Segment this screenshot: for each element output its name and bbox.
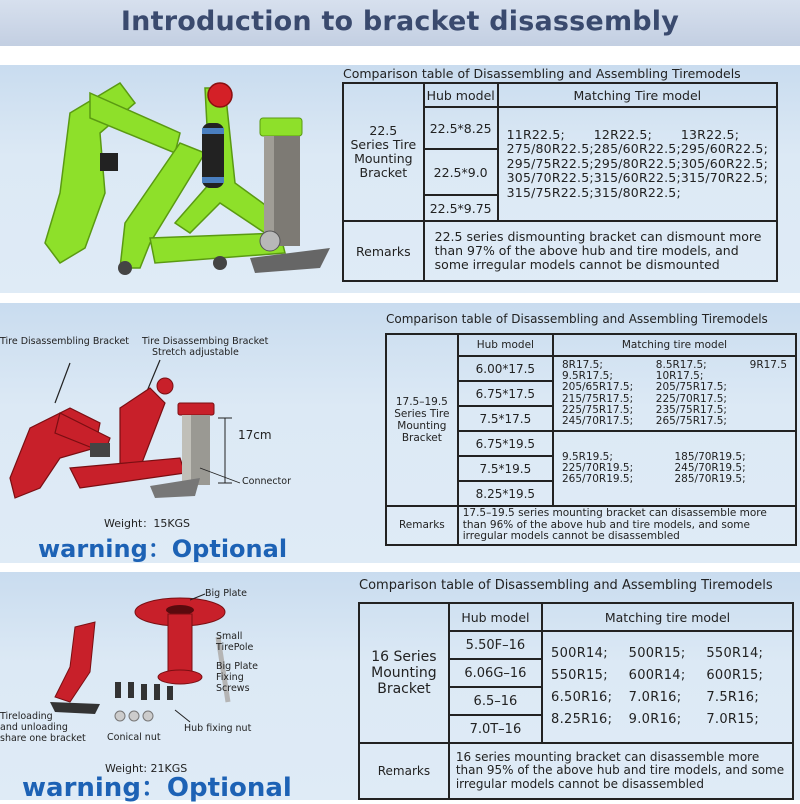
tire-model: 245/70R19.5;: [674, 461, 746, 474]
hub-cell: 6.5–16: [449, 687, 542, 715]
series-label: 22.5 Series Tire Mounting Bracket: [350, 123, 417, 180]
tire-model: [750, 371, 787, 382]
tire-model: 10R17.5;: [655, 369, 704, 382]
tire-list: [562, 360, 787, 428]
tire-header: Matching tire model: [542, 603, 793, 631]
series-label: 16 Series Mounting Bracket: [371, 649, 437, 697]
tire-list: [507, 128, 768, 201]
fixing-screws-label-1: Big Plate: [216, 661, 258, 672]
series-cell: [386, 334, 458, 506]
weight-label: Weight: 21KGS: [105, 762, 188, 775]
tire-list: [551, 643, 784, 731]
adjustable-label-2: Stretch adjustable: [152, 347, 239, 358]
tire-model-table: [342, 82, 778, 282]
hub-cell: 6.06G–16: [449, 659, 542, 687]
tire-model: 6.50R16;: [551, 690, 613, 705]
table-title: Comparison table of Disassembling and Assembling Tiremodels: [386, 312, 768, 326]
hub-cell: 6.75*19.5: [458, 431, 553, 456]
tire-model: 275/80R22.5;: [506, 141, 594, 157]
tire-model: 7.5R16;: [706, 690, 760, 705]
tire-model: 9.5R17.5;: [561, 369, 613, 382]
tire-list-cell-17-5: [553, 356, 796, 431]
tire-model: 295/60R22.5;: [680, 141, 768, 157]
tire-model: 285/70R19.5;: [674, 473, 746, 486]
section-16: [0, 572, 800, 803]
tire-model: 500R15;: [628, 646, 686, 661]
tire-model-table: [385, 333, 797, 546]
hub-cell: 8.25*19.5: [458, 481, 553, 506]
hub-cell: 5.50F–16: [449, 631, 542, 659]
tire-model: 215/75R17.5;: [561, 392, 634, 405]
tire-model: 305/60R22.5;: [680, 155, 768, 171]
tire-model: 8R17.5;: [561, 358, 603, 371]
warning-optional: warning：Optional: [38, 535, 288, 563]
hub-cell: 22.5*9.75: [424, 195, 498, 221]
tire-model: [750, 394, 787, 405]
tire-header: Matching Tire model: [498, 83, 777, 107]
section-divider: [0, 563, 800, 567]
tire-model: 7.0R15;: [706, 712, 760, 727]
tire-model: 315/60R22.5;: [593, 170, 681, 186]
warning-optional: warning：Optional: [22, 773, 292, 803]
fixing-screws-label-3: Screws: [216, 683, 250, 694]
loading-label-1: Tireloading: [0, 711, 53, 722]
tire-header: Matching tire model: [553, 334, 796, 356]
tire-model: 315/70R22.5;: [680, 170, 768, 186]
tire-model: 295/75R22.5;: [506, 155, 594, 171]
section-divider: [0, 293, 800, 297]
tire-model: 8.5R17.5;: [655, 358, 707, 371]
tire-model: 500R14;: [551, 646, 608, 661]
tire-model: 285/60R22.5;: [593, 141, 681, 157]
remarks-label: Remarks: [343, 221, 424, 281]
page-title: Introduction to bracket disassembly: [120, 6, 680, 37]
big-plate-label: Big Plate: [205, 588, 247, 599]
tire-model: 9.5R19.5;: [561, 450, 613, 463]
tire-list-cell-19-5: [553, 431, 796, 506]
tire-model: 12R22.5;: [593, 126, 653, 142]
green-bracket-image: [30, 73, 350, 283]
tire-model: 225/70R17.5;: [655, 392, 727, 405]
tire-model: 235/75R17.5;: [655, 403, 727, 416]
tire-model: 205/65R17.5;: [561, 381, 634, 394]
tire-model: 205/75R17.5;: [655, 381, 727, 394]
connector-label: Connector: [242, 476, 291, 487]
remarks-label: Remarks: [359, 743, 449, 799]
tire-model: 600R14;: [628, 668, 686, 683]
remarks-text: 16 series mounting bracket can disassemble more than 95% of the above hub and tire models, and some irregular models cannot be disassembled: [449, 743, 793, 799]
height-label: 17cm: [238, 428, 272, 442]
tire-model: 600R15;: [706, 668, 764, 683]
tire-model: 9R17.5: [749, 358, 787, 371]
section-22-5: [0, 65, 800, 293]
tire-model: 9.0R16;: [628, 712, 682, 727]
series-cell: [343, 83, 424, 221]
loading-label-3: share one bracket: [0, 733, 86, 744]
tire-model: 305/70R22.5;: [506, 170, 594, 186]
tire-model: 225/75R17.5;: [561, 403, 634, 416]
tire-model: 225/70R19.5;: [561, 461, 634, 474]
tire-model: [750, 405, 787, 416]
tire-model: 185/70R19.5;: [674, 450, 746, 463]
tire-model: 295/80R22.5;: [593, 155, 681, 171]
hub-cell: 6.00*17.5: [458, 356, 553, 381]
hub-nut-label: Hub fixing nut: [184, 723, 252, 734]
hub-cell: 22.5*9.0: [424, 149, 498, 195]
tire-list-cell: [498, 107, 777, 221]
hub-header: Hub model: [424, 83, 498, 107]
loading-label-2: and unloading: [0, 722, 68, 733]
series-cell: [359, 603, 449, 743]
tire-model: [750, 382, 787, 393]
small-pole-label-2: TirePole: [216, 642, 254, 653]
bracket-label: Tire Disassembling Bracket: [0, 336, 130, 347]
fixing-screws-label-2: Fixing: [216, 672, 244, 683]
hub-header: Hub model: [458, 334, 553, 356]
tire-model: 550R14;: [706, 646, 764, 661]
tire-model: 11R22.5;: [506, 126, 565, 142]
tire-model: 265/70R19.5;: [561, 473, 634, 486]
weight-label: Weight：15KGS: [104, 517, 191, 530]
hub-cell: 7.5*19.5: [458, 456, 553, 481]
hub-cell: 7.0T–16: [449, 715, 542, 743]
tire-model: 265/75R17.5;: [655, 415, 727, 428]
page-header: [0, 0, 800, 46]
tire-model: 315/80R22.5;: [593, 184, 681, 200]
tire-model: 245/70R17.5;: [561, 415, 634, 428]
adjustable-label-1: Tire Disassembing Bracket: [142, 336, 269, 347]
tire-model: 315/75R22.5;: [506, 184, 594, 200]
hub-cell: 6.75*17.5: [458, 381, 553, 406]
remarks-label: Remarks: [386, 506, 458, 545]
tire-model: [750, 416, 787, 427]
conical-nut-label: Conical nut: [107, 732, 161, 743]
tire-model: 8.25R16;: [551, 712, 613, 727]
tire-list: [562, 452, 787, 486]
tire-model-table: [358, 602, 794, 800]
tire-model: 7.0R16;: [628, 690, 682, 705]
tire-list-cell: [542, 631, 793, 743]
tire-model: 550R15;: [551, 668, 608, 683]
series-label: 17.5–19.5 Series Tire Mounting Bracket: [394, 396, 450, 444]
small-pole-label-1: Small: [216, 631, 243, 642]
table-title: Comparison table of Disassembling and Assembling Tiremodels: [343, 66, 741, 81]
hub-cell: 7.5*17.5: [458, 406, 553, 431]
remarks-text: 22.5 series dismounting bracket can dismount more than 97% of the above hub and tire models, and some irregular models cannot be dismounted: [424, 221, 777, 281]
table-title: Comparison table of Disassembling and Assembling Tiremodels: [359, 578, 773, 593]
section-17-5-19-5: [0, 303, 800, 563]
hub-cell: 22.5*8.25: [424, 107, 498, 149]
hub-header: Hub model: [449, 603, 542, 631]
remarks-text: 17.5–19.5 series mounting bracket can disassemble more than 96% of the above hub and tire models, and some irregular models cannot be disassembled: [458, 506, 796, 545]
tire-model: 13R22.5;: [680, 126, 740, 142]
